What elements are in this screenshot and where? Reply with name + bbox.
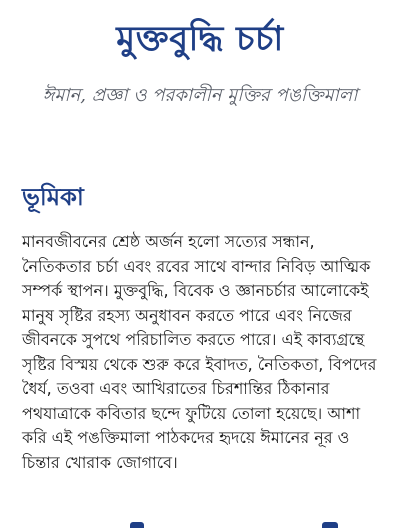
section-heading: ভূমিকা xyxy=(22,183,84,211)
cut-off-glyph xyxy=(130,522,144,528)
next-heading-peek xyxy=(0,518,400,528)
section-paragraph: মানবজীবনের শ্রেষ্ঠ অর্জন হলো সত্যের সন্ধান, নৈতিকতার চর্চা এবং রবের সাথে বান্দার নিবিড় আত্মিক সম্পর্ক স্থাপন। মুক্তবুদ্ধি, বিবেক ও জ্ঞানচর্চার আলোকেই মানুষ সৃষ্টির রহস্য অনুধাবন করতে পারে এবং নিজের জীবনকে সুপথে পরিচালিত করতে পারে। এই কাব্যগ্রন্থে সৃষ্টির বিস্ময় থেকে শুরু করে ইবাদত, নৈতিকতা, বিপদের ধৈর্য, তওবা এবং আখিরাতের চিরশান্তির ঠিকানার পথযাত্রাকে কবিতার ছন্দে ফুটিয়ে তোলা হয়েছে। আশা করি এই পঙক্তিমালা পাঠকদের হৃদয়ে ঈমানের নূর ও চিন্তার খোরাক জোগাবে। xyxy=(22,232,377,472)
cut-off-glyph xyxy=(322,522,338,528)
page-subtitle: ঈমান, প্রজ্ঞা ও পরকালীন মুক্তির পঙক্তিমালা xyxy=(42,85,358,106)
page-title: মুক্তবুদ্ধি চর্চা xyxy=(116,19,284,59)
